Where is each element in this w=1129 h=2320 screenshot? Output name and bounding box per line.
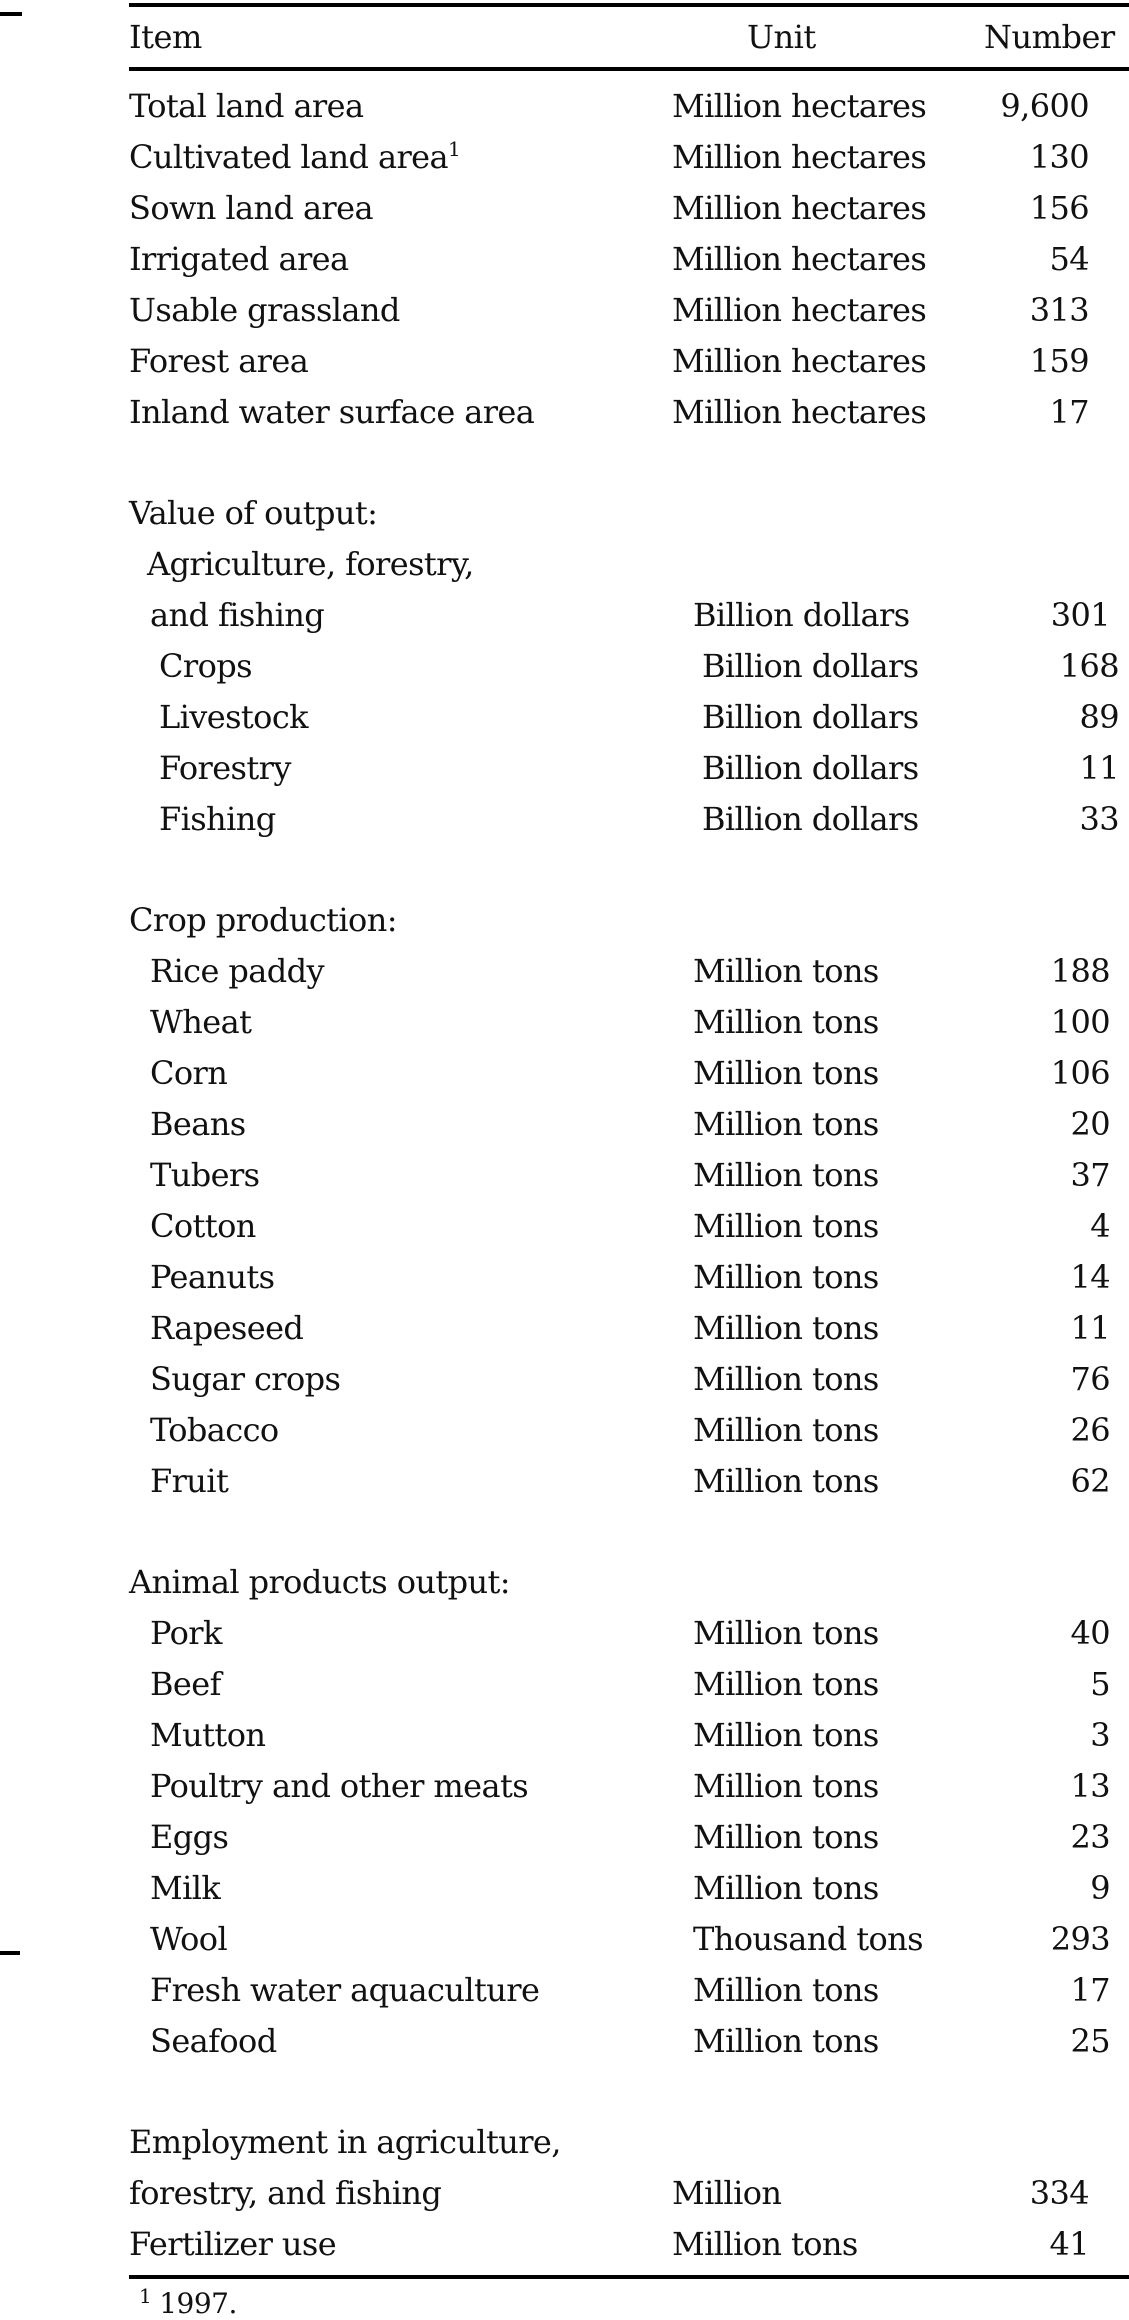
table-row-continued: [129, 2116, 1129, 2167]
table-row: [129, 1862, 1129, 1913]
table-row: [129, 2218, 1129, 2269]
row-item: [129, 1971, 693, 2009]
row-number: 40: [1070, 1613, 1110, 1652]
statistics-table: [129, 3, 1129, 2320]
row-item-label: Beef: [150, 1664, 221, 1703]
row-item: [129, 240, 672, 278]
row-unit: Million tons: [693, 1766, 879, 1805]
table-row: [129, 386, 1129, 437]
row-item: [129, 1920, 693, 1958]
row-item-label: Crops: [159, 646, 252, 685]
row-item-label: Rapeseed: [150, 1308, 304, 1347]
section-title-row: [129, 894, 1129, 945]
row-unit: Million tons: [693, 1613, 879, 1652]
row-item-label: Mutton: [150, 1715, 266, 1754]
footnote-text: 1997.: [159, 2287, 237, 2320]
row-item: [129, 1716, 693, 1754]
table-row: [129, 1607, 1129, 1658]
row-number: 293: [1050, 1919, 1110, 1958]
table-row: [129, 1149, 1129, 1200]
row-number: 3: [1090, 1715, 1110, 1754]
row-item: [129, 1054, 693, 1092]
row-number: 106: [1050, 1053, 1110, 1092]
row-number: 20: [1070, 1104, 1110, 1143]
row-item: [129, 342, 672, 380]
table-row: [129, 1302, 1129, 1353]
row-item-label: Sown land area: [129, 188, 373, 227]
table-body: [129, 80, 1129, 2269]
row-unit: Million tons: [693, 1461, 879, 1500]
row-item-label: Wheat: [150, 1002, 252, 1041]
row-unit: Million tons: [693, 1970, 879, 2009]
row-unit: Million tons: [693, 1053, 879, 1092]
row-item-label: Rice paddy: [150, 951, 324, 990]
row-number: 334: [1029, 2173, 1089, 2212]
row-item: [129, 698, 702, 736]
table-row: [129, 1811, 1129, 1862]
row-item: [129, 1411, 693, 1449]
row-number: 301: [1050, 595, 1110, 634]
table-row: [129, 1353, 1129, 1404]
row-item-line1: Employment in agriculture,: [129, 2122, 561, 2161]
row-item-label: Forestry: [159, 748, 291, 787]
section-title-row: [129, 1556, 1129, 1607]
row-item: [129, 2225, 672, 2263]
row-number: 33: [1079, 799, 1119, 838]
table-row: [129, 2015, 1129, 2066]
footnote: [129, 2284, 1129, 2320]
row-number: 168: [1059, 646, 1119, 685]
row-unit: Million hectares: [672, 341, 927, 380]
row-item: [129, 1462, 693, 1500]
row-number: 37: [1070, 1155, 1110, 1194]
row-number: 76: [1070, 1359, 1110, 1398]
table-row: [129, 1098, 1129, 1149]
row-number: 25: [1070, 2021, 1110, 2060]
section-title-row: [129, 487, 1129, 538]
row-unit: Million tons: [693, 1002, 879, 1041]
row-unit: Billion dollars: [702, 646, 919, 685]
row-number: 313: [1029, 290, 1089, 329]
row-number: 11: [1079, 748, 1119, 787]
header-number: Number: [984, 18, 1115, 56]
row-item-label: Tubers: [150, 1155, 260, 1194]
row-number: 159: [1029, 341, 1089, 380]
row-item: [129, 800, 702, 838]
row-number: 17: [1049, 392, 1089, 431]
row-number: 14: [1070, 1257, 1110, 1296]
table-row: [129, 1709, 1129, 1760]
section-spacer: [129, 844, 1129, 894]
subsection-title-row: [129, 538, 1129, 589]
table-row: [129, 793, 1129, 844]
row-item-label: Irrigated area: [129, 239, 349, 278]
table-row: [129, 1760, 1129, 1811]
row-number: 11: [1070, 1308, 1110, 1347]
row-number: 89: [1079, 697, 1119, 736]
row-item: [129, 2174, 672, 2212]
row-unit: Million hectares: [672, 239, 927, 278]
table-row: [129, 640, 1129, 691]
table-row: [129, 691, 1129, 742]
row-item-label: Sugar crops: [150, 1359, 341, 1398]
table-row: [129, 1913, 1129, 1964]
row-item-label: Fertilizer use: [129, 2224, 337, 2263]
row-unit: Million tons: [672, 2224, 858, 2263]
row-item-label: Total land area: [129, 86, 364, 125]
row-item-label: Cultivated land area: [129, 137, 449, 176]
table-row: [129, 1404, 1129, 1455]
row-item: [129, 2022, 693, 2060]
margin-mark-bottom: [0, 1951, 20, 1955]
row-unit: Million tons: [693, 1206, 879, 1245]
table-header: [129, 7, 1129, 67]
table-row: [129, 1047, 1129, 1098]
row-unit: Million tons: [693, 1868, 879, 1907]
row-item-label: Fresh water aquaculture: [150, 1970, 540, 2009]
section-title: Value of output:: [129, 493, 378, 532]
row-item-label: Inland water surface area: [129, 392, 535, 431]
row-item-label: Fruit: [150, 1461, 229, 1500]
margin-mark-top: [0, 12, 22, 16]
row-number: 188: [1050, 951, 1110, 990]
row-item: [129, 749, 702, 787]
row-item: [129, 1207, 693, 1245]
row-item: [129, 1003, 693, 1041]
table-row: [129, 131, 1129, 182]
row-unit: Million tons: [693, 1359, 879, 1398]
row-unit: Million: [672, 2173, 782, 2212]
row-number: 17: [1070, 1970, 1110, 2009]
table-row: [129, 1658, 1129, 1709]
footnote-ref: 1: [448, 136, 461, 161]
row-number: 13: [1070, 1766, 1110, 1805]
table-row: [129, 2167, 1129, 2218]
row-unit: Million tons: [693, 1104, 879, 1143]
row-item: [129, 393, 672, 431]
row-unit: Billion dollars: [702, 697, 919, 736]
row-unit: Million tons: [693, 1410, 879, 1449]
row-item-label: Usable grassland: [129, 290, 400, 329]
row-item: [129, 1818, 693, 1856]
table-row: [129, 80, 1129, 131]
table-row: [129, 284, 1129, 335]
row-unit: Million tons: [693, 1817, 879, 1856]
row-number: 5: [1090, 1664, 1110, 1703]
row-item-label: Forest area: [129, 341, 309, 380]
row-item: [129, 189, 672, 227]
row-number: 26: [1070, 1410, 1110, 1449]
row-unit: Million hectares: [672, 290, 927, 329]
row-item: [129, 1665, 693, 1703]
row-unit: Billion dollars: [702, 799, 919, 838]
row-item: [129, 1767, 693, 1805]
row-unit: Million tons: [693, 1155, 879, 1194]
row-number: 41: [1049, 2224, 1089, 2263]
row-unit: Million tons: [693, 1664, 879, 1703]
table-row: [129, 233, 1129, 284]
row-item: [129, 138, 672, 176]
row-item-label: Beans: [150, 1104, 246, 1143]
table-row: [129, 182, 1129, 233]
row-item-label: Cotton: [150, 1206, 256, 1245]
row-unit: Million tons: [693, 1715, 879, 1754]
header-unit: Unit: [747, 18, 816, 56]
section-title: Crop production:: [129, 900, 397, 939]
row-unit: Million hectares: [672, 188, 927, 227]
row-unit: Million hectares: [672, 137, 927, 176]
row-item: [129, 952, 693, 990]
row-number: 9,600: [1000, 86, 1089, 125]
row-item-label: Poultry and other meats: [150, 1766, 529, 1805]
row-unit: Billion dollars: [702, 748, 919, 787]
row-number: 54: [1049, 239, 1089, 278]
table-row: [129, 945, 1129, 996]
row-item: [129, 1105, 693, 1143]
row-unit: Million tons: [693, 1257, 879, 1296]
footnote-marker: 1: [139, 2284, 152, 2308]
section-spacer: [129, 437, 1129, 487]
row-number: 130: [1029, 137, 1089, 176]
row-unit: Million tons: [693, 1308, 879, 1347]
row-unit: Million hectares: [672, 392, 927, 431]
table-row: [129, 1455, 1129, 1506]
row-item-label: Eggs: [150, 1817, 229, 1856]
row-item: [129, 1614, 693, 1652]
table-row: [129, 1251, 1129, 1302]
row-number: 23: [1070, 1817, 1110, 1856]
header-item: Item: [129, 18, 202, 56]
subsection-title-line1: Agriculture, forestry,: [147, 544, 474, 583]
row-item: [129, 1309, 693, 1347]
row-item-label: Milk: [150, 1868, 221, 1907]
row-item-label: Corn: [150, 1053, 228, 1092]
row-unit: Million tons: [693, 951, 879, 990]
row-item-label: Peanuts: [150, 1257, 275, 1296]
section-spacer: [129, 1506, 1129, 1556]
row-item: [129, 1869, 693, 1907]
row-item-label: Wool: [150, 1919, 228, 1958]
row-item: [129, 1156, 693, 1194]
row-number: 100: [1050, 1002, 1110, 1041]
row-unit: Billion dollars: [693, 595, 910, 634]
row-item: [129, 291, 672, 329]
row-item-label: Tobacco: [150, 1410, 279, 1449]
row-item-label: Pork: [150, 1613, 222, 1652]
table-bottom-rule: [129, 2275, 1129, 2279]
table-row: [129, 335, 1129, 386]
section-title: Animal products output:: [129, 1562, 510, 1601]
row-item: [129, 1360, 693, 1398]
row-item-label: forestry, and fishing: [129, 2173, 442, 2212]
table-row: [129, 996, 1129, 1047]
row-unit: Thousand tons: [693, 1919, 923, 1958]
table-row: [129, 742, 1129, 793]
row-item: [129, 87, 672, 125]
row-item-label: Seafood: [150, 2021, 277, 2060]
section-spacer: [129, 2066, 1129, 2116]
row-item: and fishing: [150, 595, 325, 634]
table-row: [129, 589, 1129, 640]
row-item: [129, 1258, 693, 1296]
row-item-label: Livestock: [159, 697, 308, 736]
row-number: 156: [1029, 188, 1089, 227]
row-item-label: Fishing: [159, 799, 276, 838]
row-number: 62: [1070, 1461, 1110, 1500]
row-unit: Million tons: [693, 2021, 879, 2060]
row-number: 4: [1090, 1206, 1110, 1245]
table-row: [129, 1200, 1129, 1251]
row-item: [129, 647, 702, 685]
table-row: [129, 1964, 1129, 2015]
row-unit: Million hectares: [672, 86, 927, 125]
row-number: 9: [1090, 1868, 1110, 1907]
